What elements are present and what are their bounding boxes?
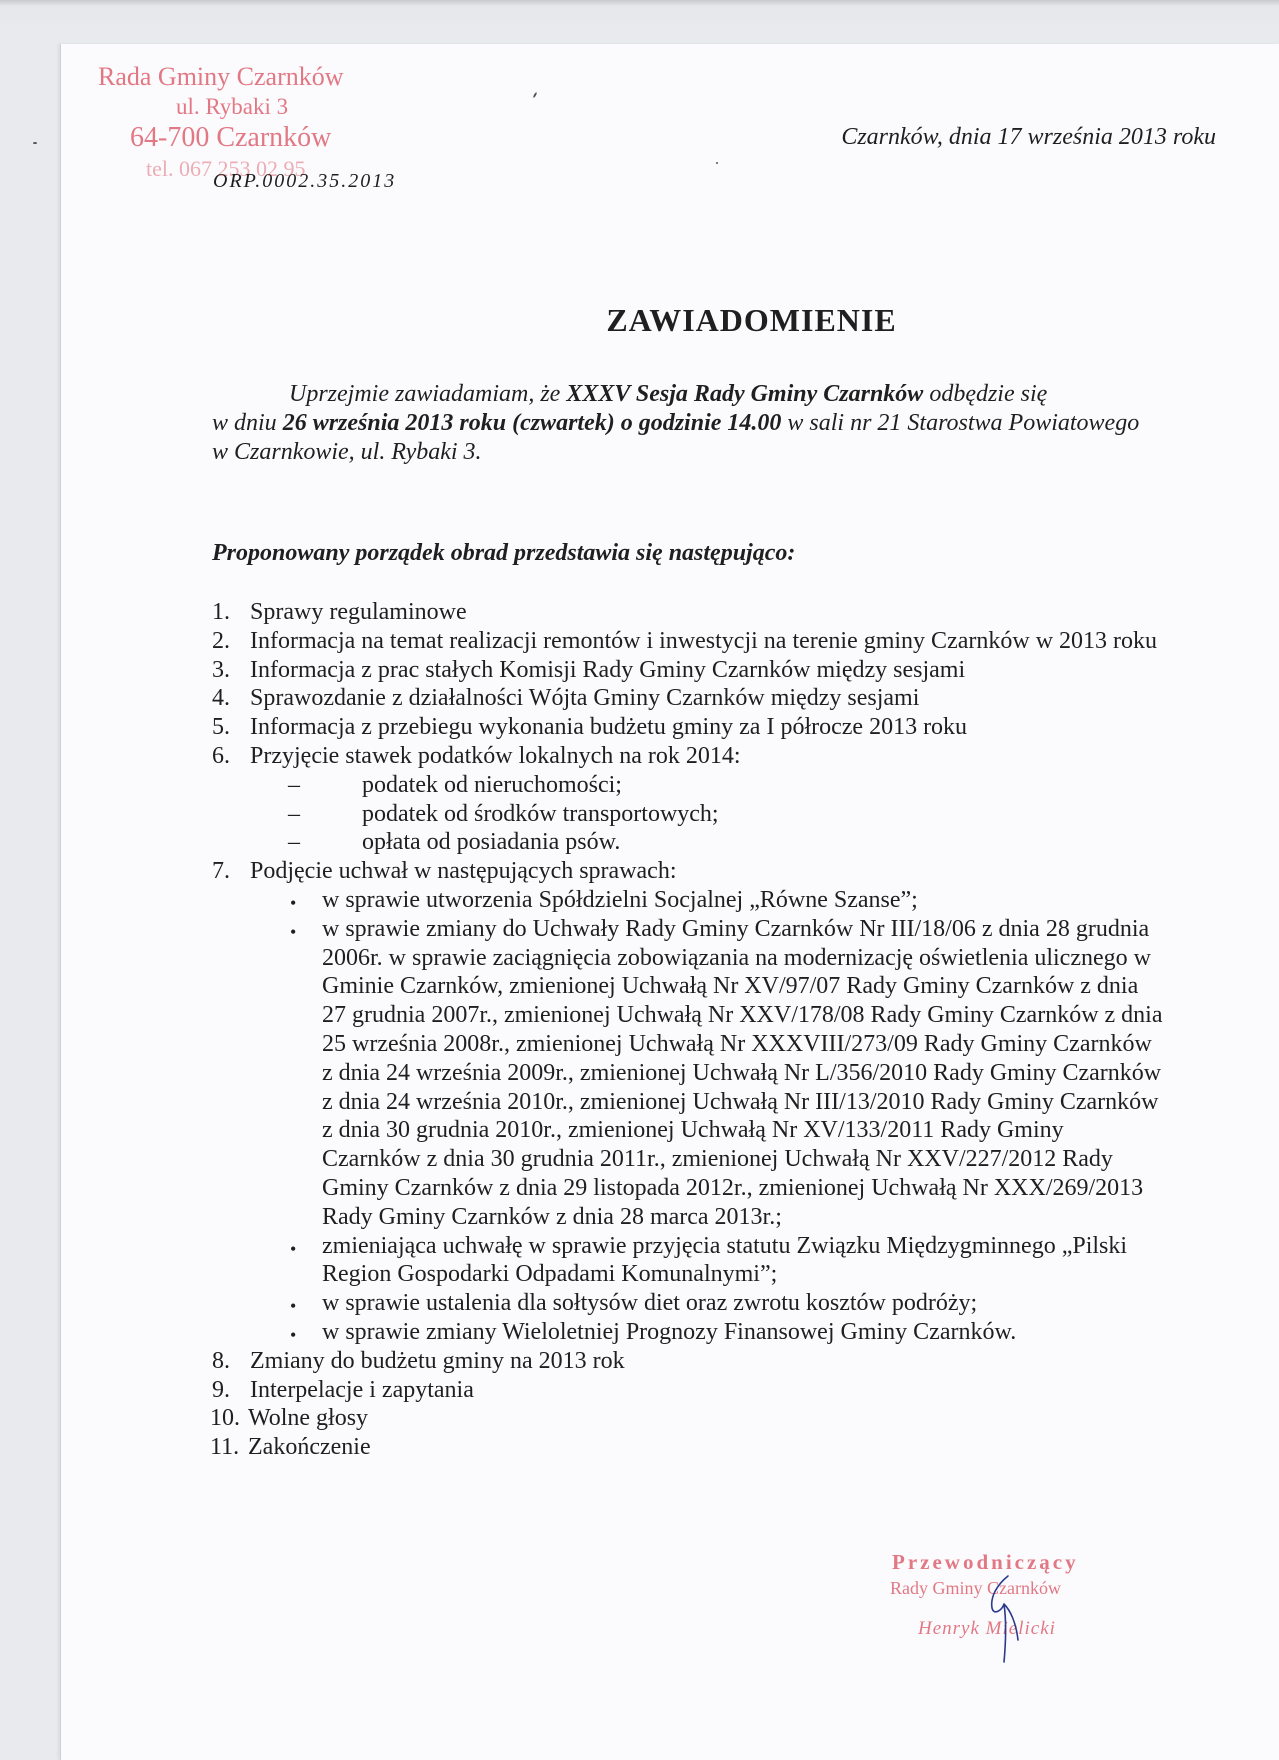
item-text: Informacja z prac stałych Komisji Rady Gminy Czarnków między sesjami	[250, 656, 966, 683]
subitem-text: z dnia 24 września 2010r., zmienionej Uchwałą Nr III/13/2010 Rady Gminy Czarnków	[322, 1088, 1159, 1115]
agenda-item	[212, 598, 1222, 627]
item-number: 2.	[212, 627, 230, 654]
stamp-council: Rady Gminy Czarnków	[890, 1578, 1061, 1598]
item-text: Zakończenie	[248, 1434, 371, 1461]
item-number: 7.	[212, 858, 230, 885]
bullet-marker: •	[290, 1296, 297, 1317]
intro-line	[212, 409, 1212, 438]
agenda-item	[212, 1376, 1222, 1405]
subitem-text: Czarnków z dnia 30 grudnia 2011r., zmienionej Uchwałą Nr XXV/227/2012 Rady	[322, 1146, 1113, 1173]
intro-paragraph	[212, 380, 1212, 467]
subitem-continuation	[212, 1030, 1222, 1059]
bullet-marker: •	[290, 921, 297, 942]
subitem-text: zmieniająca uchwałę w sprawie przyjęcia statutu Związku Międzygminnego „Pilski	[322, 1232, 1128, 1259]
subitem-continuation	[212, 1116, 1222, 1145]
reference-number: ORP.0002.35.2013	[213, 170, 397, 192]
stamp-name: Henryk Mielicki	[918, 1618, 1056, 1639]
subitem-continuation	[212, 1001, 1222, 1030]
subitem-text: z dnia 30 grudnia 2010r., zmienionej Uchwałą Nr XV/133/2011 Rady Gminy	[322, 1117, 1064, 1144]
subitem-text: w sprawie zmiany do Uchwały Rady Gminy Czarnków Nr III/18/06 z dnia 28 grudnia	[322, 915, 1150, 942]
subitem-continuation	[212, 1088, 1222, 1117]
item-number: 11.	[210, 1434, 240, 1461]
document-title: ZAWIADOMIENIE	[606, 302, 897, 338]
dash-marker: –	[288, 800, 300, 827]
agenda-list	[212, 598, 1222, 1462]
subitem-continuation	[212, 944, 1222, 973]
agenda-item	[212, 684, 1222, 713]
subitem-continuation	[212, 1145, 1222, 1174]
subitem-text: w sprawie ustalenia dla sołtysów diet oraz zwrotu kosztów podróży;	[322, 1290, 978, 1317]
intro-text: w sali nr 21 Starostwa Powiatowego	[781, 410, 1140, 436]
item-text: Zmiany do budżetu gminy na 2013 rok	[250, 1347, 625, 1374]
subitem-continuation	[212, 1260, 1222, 1289]
stamp-line: ul. Rybaki 3	[176, 94, 289, 119]
handwritten-signature	[968, 1570, 1038, 1670]
stamp-line: tel. 067 253 02 95	[146, 156, 306, 181]
subitem-text: opłata od posiadania psów.	[362, 829, 621, 856]
session-date-time: 26 września 2013 roku (czwartek) o godzinie 14.00	[282, 410, 782, 436]
subitem-text: Rady Gminy Czarnków z dnia 28 marca 2013r.;	[322, 1203, 782, 1230]
tax-subitem	[212, 828, 1222, 857]
item-text: Sprawy regulaminowe	[250, 599, 467, 625]
subitem-continuation	[212, 1174, 1222, 1203]
intro-text: Uprzejmie zawiadamiam, że	[289, 381, 567, 407]
tax-subitem	[212, 800, 1222, 829]
agenda-heading: Proponowany porządek obrad przedstawia się następująco:	[212, 540, 796, 566]
item-text: Informacja na temat realizacji remontów i inwestycji na terenie gminy Czarnków w 2013 roku	[250, 627, 1158, 654]
item-text: Sprawozdanie z działalności Wójta Gminy Czarnków między sesjami	[250, 685, 920, 712]
item-number: 6.	[212, 742, 230, 769]
scan-speck	[716, 162, 718, 164]
resolution-subitem	[212, 1318, 1222, 1347]
subitem-text: Region Gospodarki Odpadami Komunalnymi”;	[322, 1261, 778, 1288]
subitem-text: Gminie Czarnków, zmienionej Uchwałą Nr XV/97/07 Rady Gminy Czarnków z dnia	[322, 973, 1139, 1000]
item-number: 8.	[212, 1347, 230, 1374]
subitem-text: 27 grudnia 2007r., zmienionej Uchwałą Nr XXV/178/08 Rady Gminy Czarnków z dnia	[322, 1002, 1163, 1029]
stamp-title: Przewodniczący	[892, 1550, 1079, 1574]
stamp-line: 64-700 Czarnków	[130, 122, 332, 153]
item-number: 10.	[210, 1405, 240, 1432]
subitem-text: w sprawie utworzenia Spółdzielni Socjalnej „Równe Szanse”;	[322, 886, 918, 913]
resolution-subitem	[212, 1289, 1222, 1318]
resolution-subitem	[212, 915, 1222, 944]
subitem-text: z dnia 24 września 2009r., zmienionej Uchwałą Nr L/356/2010 Rady Gminy Czarnków	[322, 1059, 1162, 1086]
bullet-marker: •	[290, 1324, 297, 1345]
intro-line	[212, 380, 1212, 409]
agenda-item	[212, 656, 1222, 685]
dash-marker: –	[288, 771, 300, 798]
bullet-marker: •	[290, 1238, 297, 1259]
agenda-item	[212, 1433, 1222, 1462]
agenda-item	[212, 742, 1222, 771]
tax-subitem	[212, 771, 1222, 800]
subitem-text: Gminy Czarnków z dnia 29 listopada 2012r., zmienionej Uchwałą Nr XXX/269/2013	[322, 1174, 1144, 1201]
item-number: 4.	[212, 685, 230, 712]
subitem-continuation	[212, 972, 1222, 1001]
item-number: 9.	[212, 1376, 230, 1403]
item-text: Przyjęcie stawek podatków lokalnych na rok 2014:	[250, 742, 741, 769]
stamp-line: Rada Gminy Czarnków	[98, 62, 344, 91]
resolution-subitem	[212, 1232, 1222, 1261]
item-text: Podjęcie uchwał w następujących sprawach:	[250, 858, 677, 885]
item-text: Interpelacje i zapytania	[250, 1376, 474, 1403]
subitem-text: 2006r. w sprawie zaciągnięcia zobowiązania na modernizację oświetlenia ulicznego w	[322, 944, 1151, 971]
agenda-item	[212, 1347, 1222, 1376]
subitem-continuation	[212, 1059, 1222, 1088]
subitem-text: podatek od środków transportowych;	[362, 800, 719, 827]
item-text: Informacja z przebiegu wykonania budżetu gminy za I półrocze 2013 roku	[250, 714, 968, 741]
dash-marker: –	[288, 829, 300, 856]
agenda-item	[212, 713, 1222, 742]
intro-text: odbędzie się	[923, 381, 1048, 407]
subitem-continuation	[212, 1203, 1222, 1232]
title-container	[0, 302, 1279, 339]
item-number: 1.	[212, 599, 230, 625]
intro-line: w Czarnkowie, ul. Rybaki 3.	[212, 439, 482, 465]
intro-text: w dniu	[212, 410, 283, 436]
scan-speck	[33, 142, 37, 144]
subitem-text: w sprawie zmiany Wieloletniej Prognozy Finansowej Gminy Czarnków.	[322, 1318, 1017, 1345]
subitem-text: podatek od nieruchomości;	[362, 771, 622, 798]
place-and-date: Czarnków, dnia 17 września 2013 roku	[841, 124, 1216, 150]
agenda-item	[212, 857, 1222, 886]
agenda-item	[212, 1404, 1222, 1433]
item-number: 5.	[212, 714, 230, 741]
bullet-marker: •	[290, 892, 297, 913]
agenda-item	[212, 627, 1222, 656]
item-text: Wolne głosy	[248, 1405, 369, 1432]
session-name: XXXV Sesja Rady Gminy Czarnków	[566, 381, 924, 407]
subitem-text: 25 września 2008r., zmienionej Uchwałą Nr XXXVIII/273/09 Rady Gminy Czarnków	[322, 1030, 1152, 1057]
resolution-subitem	[212, 886, 1222, 915]
item-number: 3.	[212, 656, 230, 683]
